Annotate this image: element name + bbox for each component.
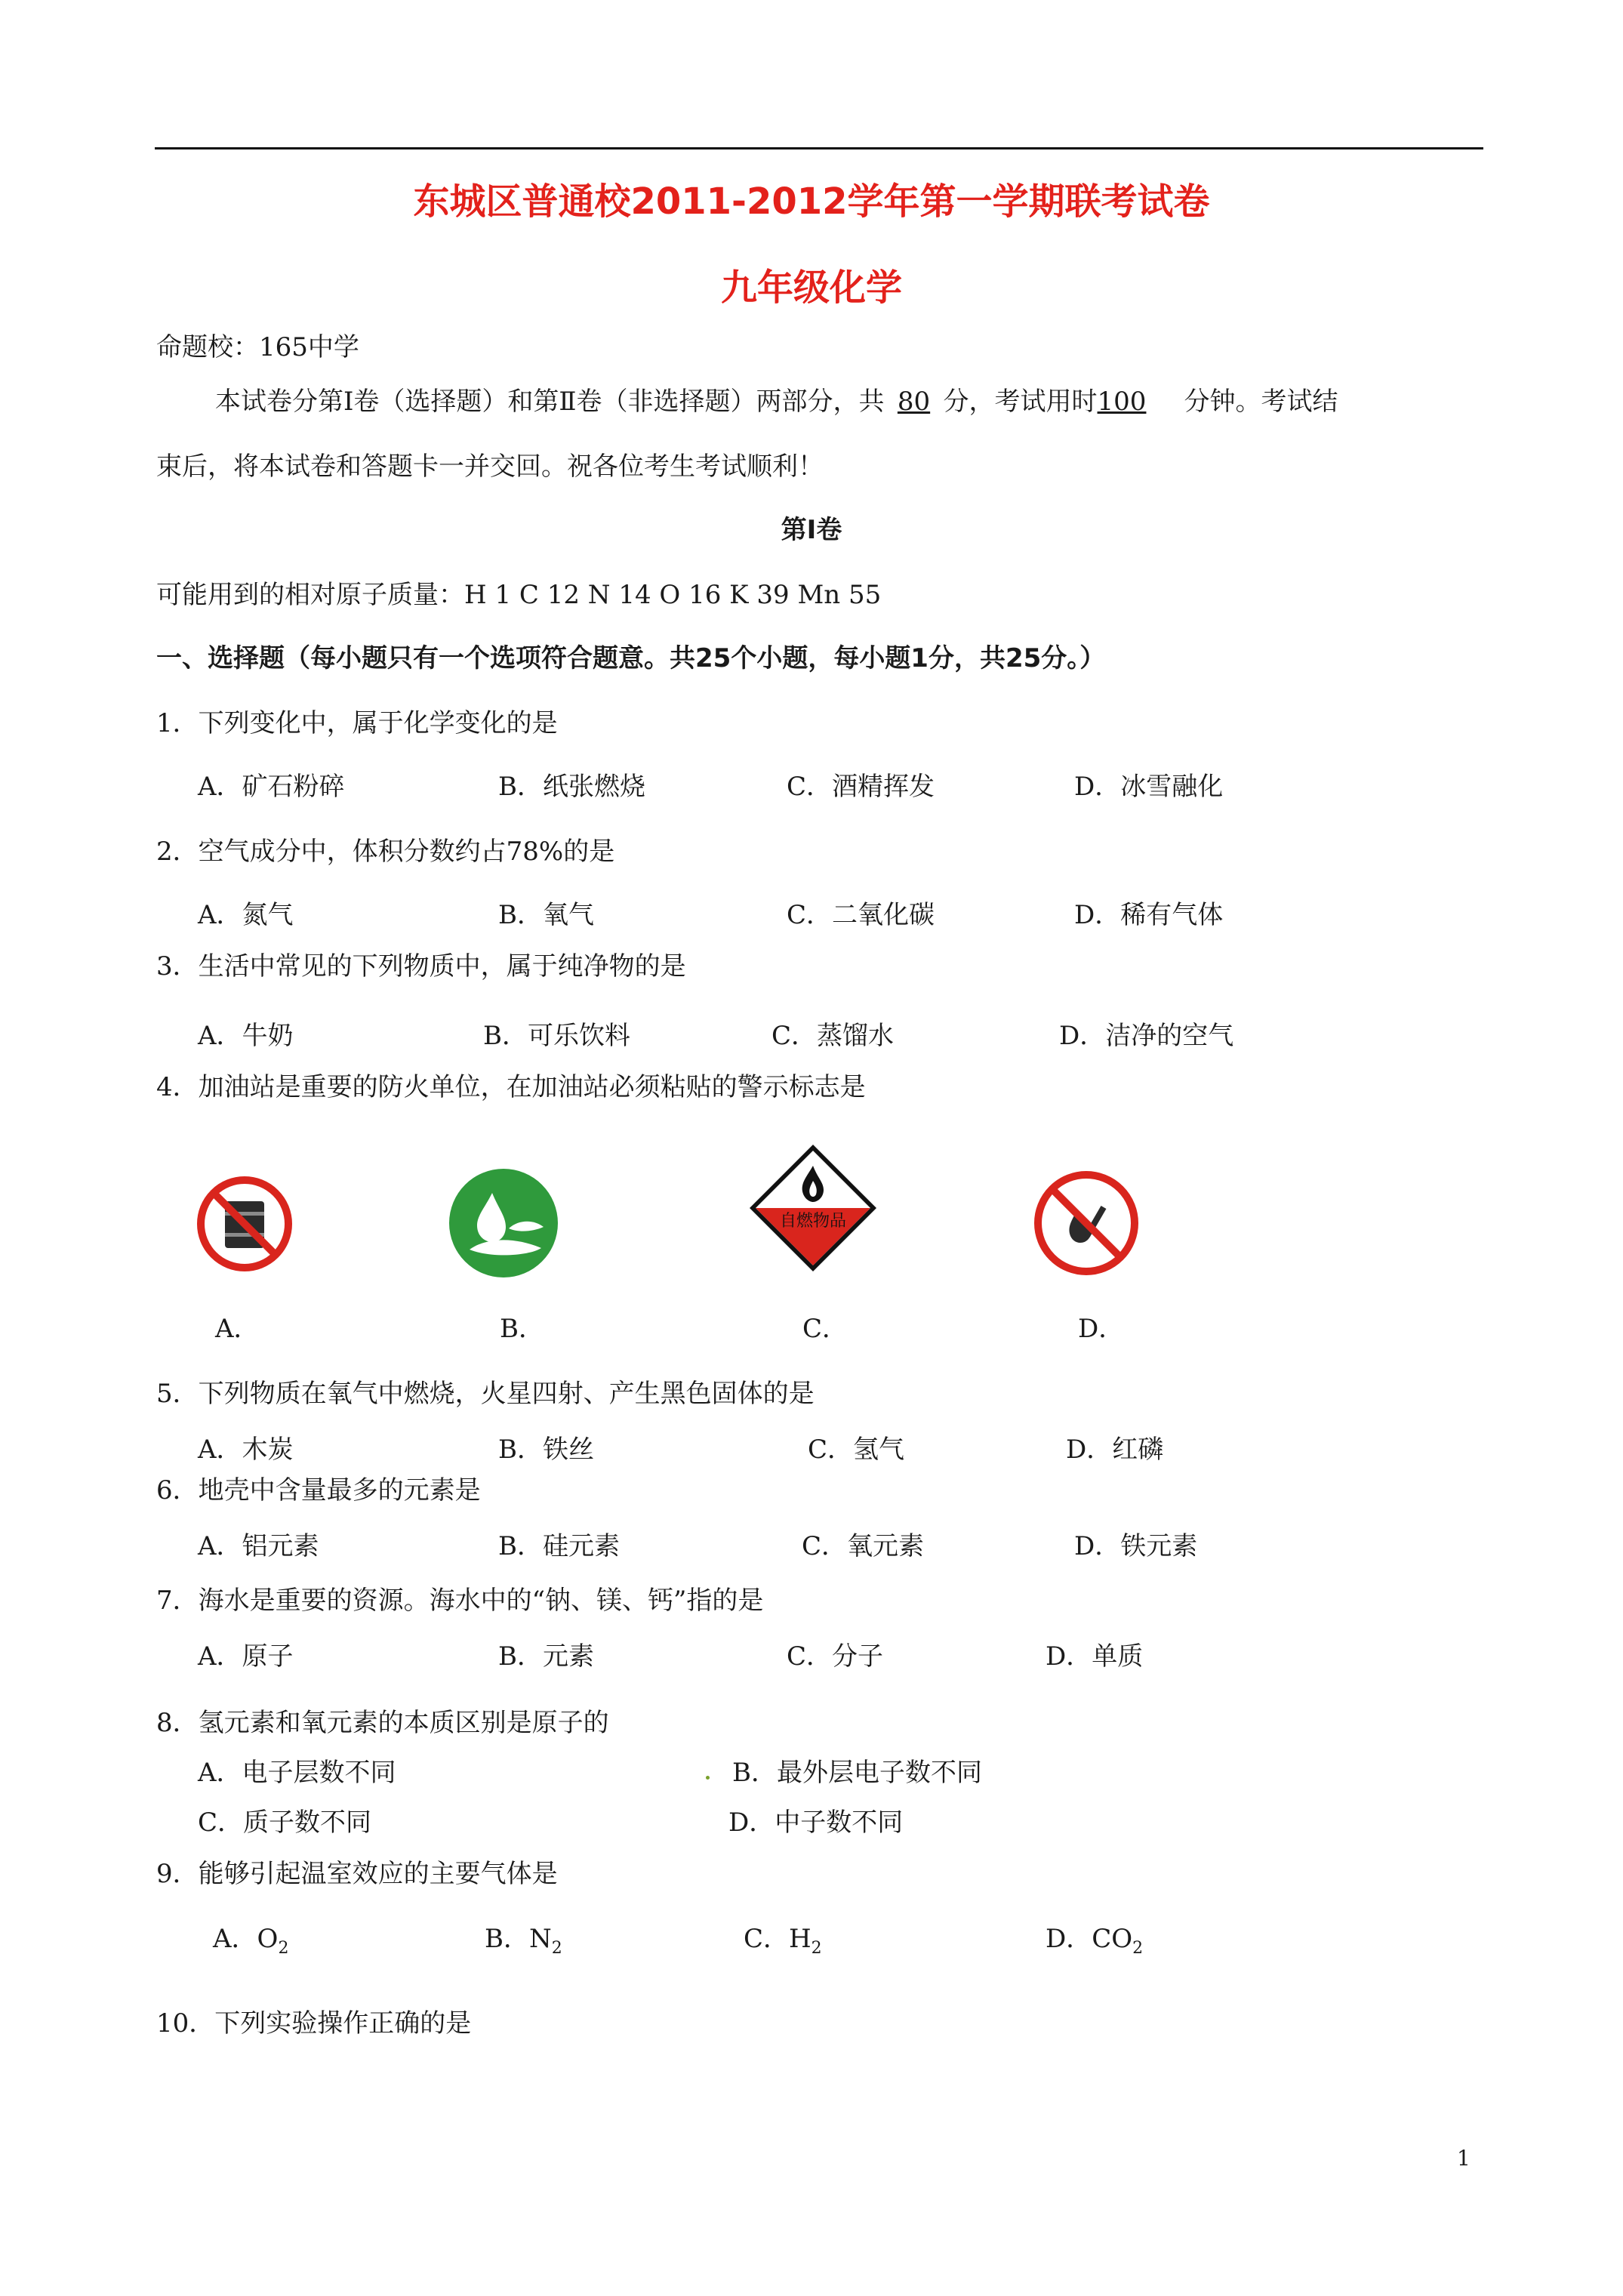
option-d: D． (1078, 1314, 1125, 1344)
no-oil-drum-sign-icon (195, 1174, 294, 1274)
option-c: C．氢气 (808, 1435, 905, 1465)
stray-dot (706, 1776, 710, 1780)
question-stem: 3．生活中常见的下列物质中，属于纯净物的是 (156, 951, 686, 982)
school-line: 命题校：165中学 (156, 332, 359, 362)
exam-subtitle: 九年级化学 (720, 267, 902, 309)
option-d: D．铁元素 (1074, 1531, 1198, 1561)
intro-text-c: 分钟。考试结 (1184, 387, 1338, 417)
option-a: A．氮气 (198, 900, 294, 930)
question-stem: 1．下列变化中，属于化学变化的是 (156, 708, 558, 738)
intro-text-b: 分，考试用时 (943, 387, 1098, 417)
option-c: C．质子数不同 (198, 1808, 372, 1838)
option-c: C． (802, 1314, 848, 1344)
question-stem: 9．能够引起温室效应的主要气体是 (156, 1859, 558, 1889)
question-stem: 6．地壳中含量最多的元素是 (156, 1475, 481, 1505)
option-b: B．最外层电子数不同 (732, 1758, 982, 1788)
question-stem: 5．下列物质在氧气中燃烧，火星四射、产生黑色固体的是 (156, 1379, 815, 1409)
option-a: A．原子 (198, 1641, 294, 1672)
question-stem: 7．海水是重要的资源。海水中的“钠、镁、钙”指的是 (156, 1586, 764, 1616)
total-score: 80 (897, 387, 931, 417)
option-b: B．$N_2$ (485, 1924, 562, 1958)
option-d: D．中子数不同 (728, 1808, 904, 1838)
option-b: B．可乐饮料 (483, 1021, 630, 1051)
option-c: C．分子 (787, 1641, 884, 1672)
no-flammables-sign-icon (1032, 1169, 1141, 1277)
option-a: A．牛奶 (198, 1021, 294, 1051)
intro-text-a: 本试卷分第Ⅰ卷（选择题）和第Ⅱ卷（非选择题）两部分，共 (215, 387, 885, 417)
option-c: C．蒸馏水 (771, 1021, 895, 1051)
water-saving-sign-icon (447, 1166, 560, 1280)
sign-c-label: 自燃物品 (779, 1212, 847, 1231)
exam-title: 东城区普通校2011-2012学年第一学期联考试卷 (413, 180, 1210, 223)
option-c: C．氧元素 (802, 1531, 925, 1561)
option-b: B．铁丝 (498, 1435, 594, 1465)
option-a: A． (215, 1314, 260, 1344)
option-c: C．$H_2$ (744, 1924, 822, 1958)
option-a: A．电子层数不同 (198, 1758, 396, 1788)
option-d: D．红磷 (1066, 1435, 1164, 1465)
spontaneous-combustion-sign-icon (745, 1140, 881, 1276)
question-stem: 10．下列实验操作正确的是 (156, 2008, 472, 2039)
option-d: D．洁净的空气 (1059, 1021, 1234, 1051)
option-a: A．矿石粉碎 (198, 772, 345, 802)
option-b: B． (500, 1314, 544, 1344)
intro-paragraph-line-2: 束后，将本试卷和答题卡一并交回。祝各位考生考试顺利！ (156, 451, 824, 482)
option-c: C．酒精挥发 (787, 772, 935, 802)
option-d: D．稀有气体 (1074, 900, 1224, 930)
header-rule (155, 147, 1483, 149)
option-d: D．$CO_2$ (1046, 1924, 1144, 1958)
option-b: B．纸张燃烧 (498, 772, 645, 802)
option-d: D．单质 (1046, 1641, 1144, 1672)
section-heading: 一、选择题（每小题只有一个选项符合题意。共25个小题，每小题1分，共25分。） (156, 643, 1106, 673)
option-b: B．氧气 (498, 900, 594, 930)
question-stem: 2．空气成分中，体积分数约占78%的是 (156, 837, 615, 867)
atomic-masses: 可能用到的相对原子质量：H 1 C 12 N 14 O 16 K 39 Mn 55 (156, 580, 882, 610)
exam-duration: 100 (1097, 387, 1147, 417)
option-c: C．二氧化碳 (787, 900, 935, 930)
page-number: 1 (1457, 2146, 1471, 2171)
option-b: B．元素 (498, 1641, 594, 1672)
question-stem: 4．加油站是重要的防火单位，在加油站必须粘贴的警示标志是 (156, 1072, 866, 1102)
option-b: B．硅元素 (498, 1531, 620, 1561)
option-a: A．木炭 (198, 1435, 294, 1465)
option-d: D．冰雪融化 (1074, 772, 1224, 802)
volume-heading: 第Ⅰ卷 (781, 515, 842, 545)
question-stem: 8．氢元素和氧元素的本质区别是原子的 (156, 1708, 609, 1738)
intro-paragraph-line-1 (215, 385, 1338, 418)
option-a: A．$O_2$ (213, 1924, 289, 1958)
option-a: A．铝元素 (198, 1531, 319, 1561)
